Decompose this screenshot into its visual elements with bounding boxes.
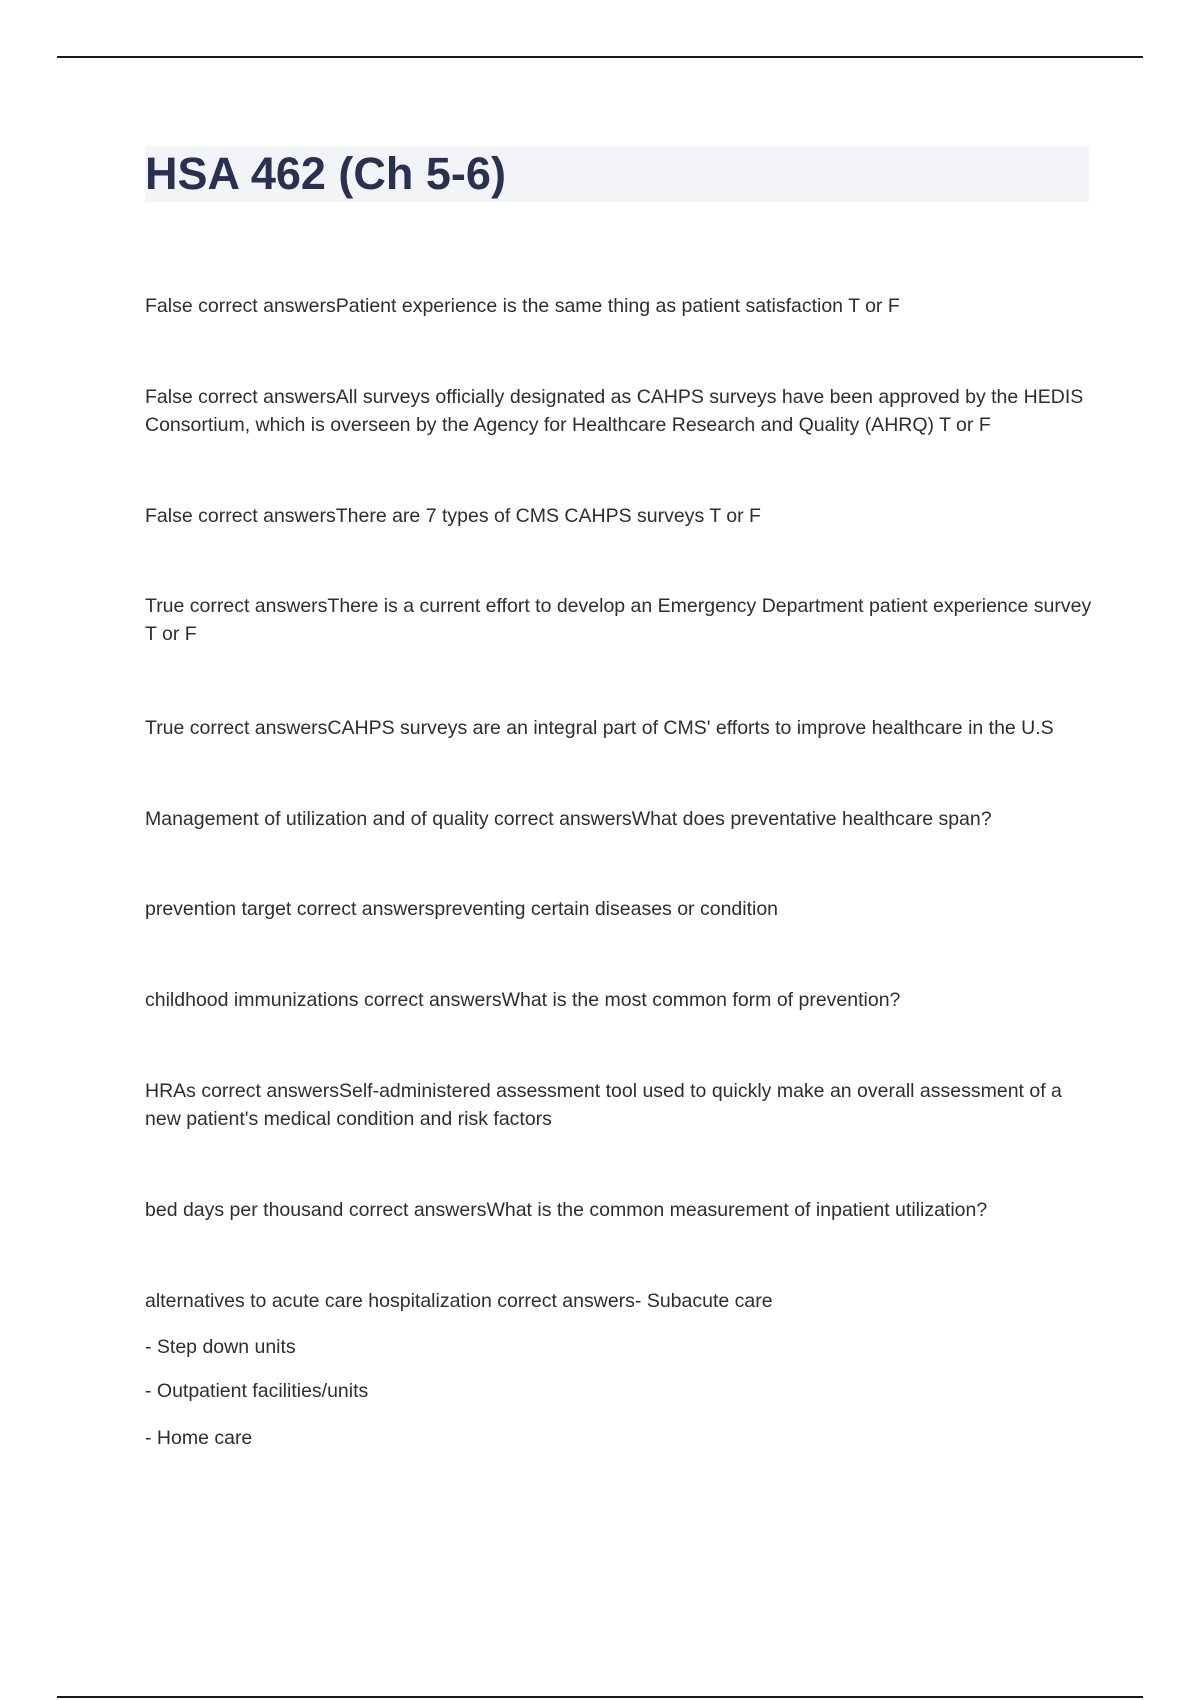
qa-item — [145, 592, 1095, 648]
answer-text: alternatives to acute care hospitalization — [145, 1290, 492, 1312]
separator-text: correct answers — [291, 898, 435, 920]
list-sub-item: - Step down units — [145, 1336, 296, 1358]
answer-text: bed days per thousand — [145, 1199, 344, 1221]
question-text: What is the most common form of prevention? — [501, 989, 901, 1011]
separator-text: correct answers — [184, 595, 328, 617]
qa-item — [145, 292, 1095, 320]
list-sub-item: - Home care — [145, 1427, 253, 1449]
qa-item — [145, 1287, 1095, 1315]
question-text: What is the common measurement of inpatient utilization? — [486, 1199, 988, 1221]
question-text: Patient experience is the same thing as patient satisfaction T or F — [335, 295, 900, 317]
qa-item — [145, 383, 1095, 439]
answer-text: True — [145, 595, 185, 617]
document-title: HSA 462 (Ch 5-6) — [145, 148, 506, 199]
answer-text: False — [145, 505, 193, 527]
answer-text: False — [145, 295, 193, 317]
separator-text: correct answers — [488, 808, 632, 830]
qa-item — [145, 502, 1095, 530]
separator-text: correct answers — [192, 505, 336, 527]
answer-text: HRAs — [145, 1080, 196, 1102]
qa-item — [145, 895, 1095, 923]
separator-text: correct answers — [195, 1080, 339, 1102]
list-sub-item: - Outpatient facilities/units — [145, 1380, 369, 1402]
question-text: What does preventative healthcare span? — [631, 808, 992, 830]
qa-item — [145, 1196, 1095, 1224]
separator-text: correct answers — [192, 295, 336, 317]
answer-text: Management of utilization and of quality — [145, 808, 489, 830]
question-text: CAHPS surveys are an integral part of CMS' efforts to improve healthcare in the U.S — [327, 717, 1054, 739]
bottom-rule — [57, 1696, 1143, 1698]
top-rule — [57, 56, 1143, 58]
question-text: - Subacute care — [634, 1290, 773, 1312]
answer-text: True — [145, 717, 185, 739]
separator-text: correct answers — [491, 1290, 635, 1312]
separator-text: correct answers — [343, 1199, 487, 1221]
question-text: Self-administered assessment tool used to quickly make an overall assessment of a new patient's medical condition and risk factors — [145, 1080, 1062, 1130]
question-text: preventing certain diseases or condition — [434, 898, 779, 920]
qa-item — [145, 1077, 1095, 1133]
qa-item — [145, 986, 1095, 1014]
answer-text: prevention target — [145, 898, 292, 920]
separator-text: correct answers — [184, 717, 328, 739]
question-text: All surveys officially designated as CAHPS surveys have been approved by the HEDIS Consortium, which is overseen by the Agency for Healthcare Research and Quality (AHRQ) T or F — [145, 386, 1084, 436]
separator-text: correct answers — [192, 386, 336, 408]
question-text: There is a current effort to develop an Emergency Department patient experience survey T or F — [145, 595, 1092, 645]
answer-text: childhood immunizations — [145, 989, 359, 1011]
qa-item — [145, 805, 1095, 833]
separator-text: correct answers — [358, 989, 502, 1011]
qa-item — [145, 714, 1095, 742]
question-text: There are 7 types of CMS CAHPS surveys T or F — [335, 505, 761, 527]
answer-text: False — [145, 386, 193, 408]
